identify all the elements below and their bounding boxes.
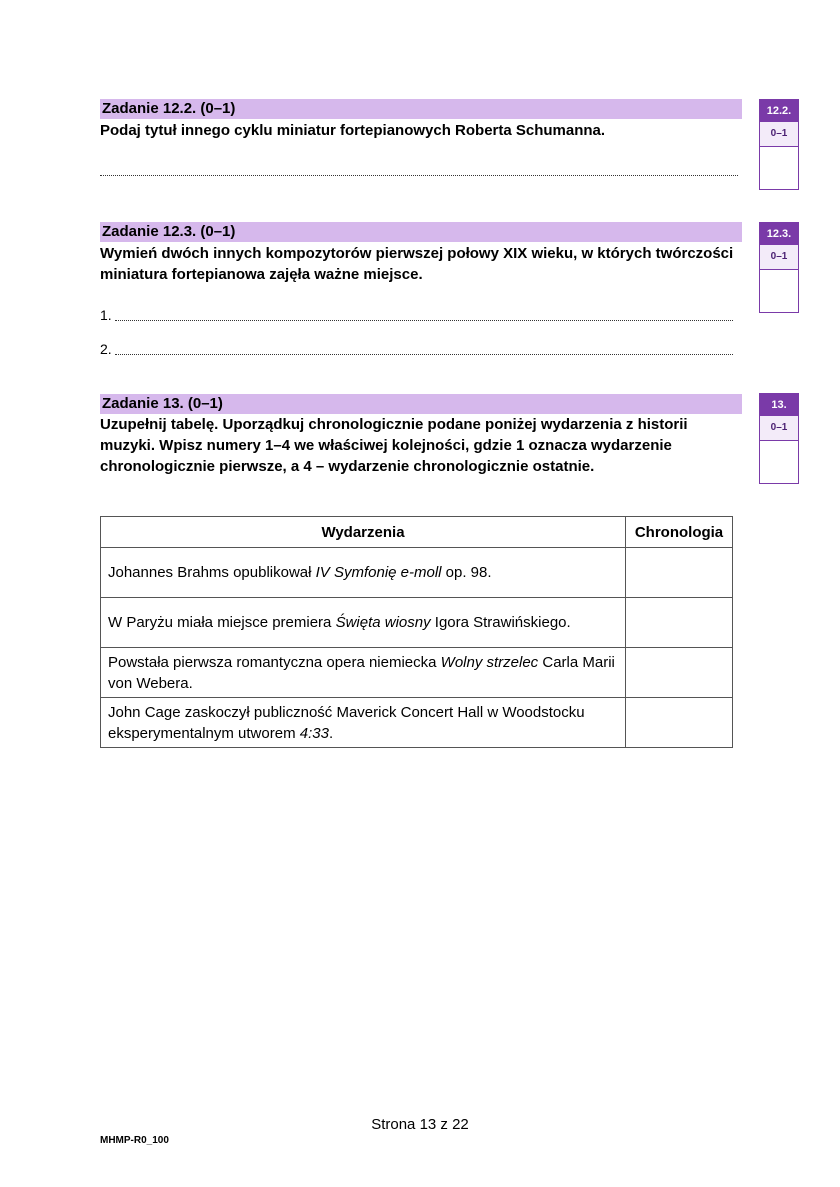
- score-task-number: 13.: [760, 394, 798, 416]
- task-12-3-header: Zadanie 12.3. (0–1): [100, 222, 742, 242]
- score-points: 0–1: [760, 245, 798, 270]
- task-12-3-answer-line-2[interactable]: [100, 341, 740, 357]
- event-cell: Johannes Brahms opublikował IV Symfonię e-moll op. 98.: [101, 548, 626, 598]
- table-row: [101, 648, 733, 698]
- event-cell: John Cage zaskoczył publiczność Maverick Concert Hall w Woodstocku eksperymentalnym utworem 4:33.: [101, 698, 626, 748]
- document-code: MHMP-R0_100: [100, 1135, 169, 1146]
- chronology-input-cell[interactable]: [626, 698, 733, 748]
- task-12-3-answer-line-1[interactable]: [100, 307, 740, 323]
- score-task-number: 12.2.: [760, 100, 798, 122]
- score-box-13: [759, 393, 799, 484]
- table-row: [101, 698, 733, 748]
- score-entry-field[interactable]: [760, 147, 798, 189]
- score-box-12-3: [759, 222, 799, 313]
- score-task-number: 12.3.: [760, 223, 798, 245]
- column-header-events: Wydarzenia: [101, 517, 626, 548]
- event-cell: Powstała pierwsza romantyczna opera niemiecka Wolny strzelec Carla Marii von Webera.: [101, 648, 626, 698]
- chronology-input-cell[interactable]: [626, 548, 733, 598]
- task-12-3-question: Wymień dwóch innych kompozytorów pierwszej połowy XIX wieku, w których twórczości miniatura fortepianowa zajęła ważne miejsce.: [100, 245, 734, 283]
- task-13-header: Zadanie 13. (0–1): [100, 394, 742, 414]
- chronology-input-cell[interactable]: [626, 598, 733, 648]
- answer-number: 1.: [100, 307, 112, 323]
- events-table: [100, 516, 733, 748]
- page-number: Strona 13 z 22: [371, 1116, 469, 1133]
- task-12-2-answer-line[interactable]: [100, 163, 740, 179]
- event-cell: W Paryżu miała miejsce premiera Święta wiosny Igora Strawińskiego.: [101, 598, 626, 648]
- table-row: [101, 598, 733, 648]
- score-entry-field[interactable]: [760, 270, 798, 312]
- column-header-chronology: Chronologia: [626, 517, 733, 548]
- task-13-instruction: Uzupełnij tabelę. Uporządkuj chronologicznie podane poniżej wydarzenia z historii muzyki. Wpisz numery 1–4 we właściwej kolejności, gdzie 1 oznacza wydarzenie chronologicznie pierwsze, a 4 – wydarzenie chronologicznie ostatnie.: [100, 416, 688, 475]
- score-points: 0–1: [760, 416, 798, 441]
- task-12-2-question: Podaj tytuł innego cyklu miniatur fortepianowych Roberta Schumanna.: [100, 122, 606, 139]
- score-points: 0–1: [760, 122, 798, 147]
- score-box-12-2: [759, 99, 799, 190]
- task-12-2-header: Zadanie 12.2. (0–1): [100, 99, 742, 119]
- table-row: [101, 548, 733, 598]
- score-entry-field[interactable]: [760, 441, 798, 483]
- answer-number: 2.: [100, 341, 112, 357]
- chronology-input-cell[interactable]: [626, 648, 733, 698]
